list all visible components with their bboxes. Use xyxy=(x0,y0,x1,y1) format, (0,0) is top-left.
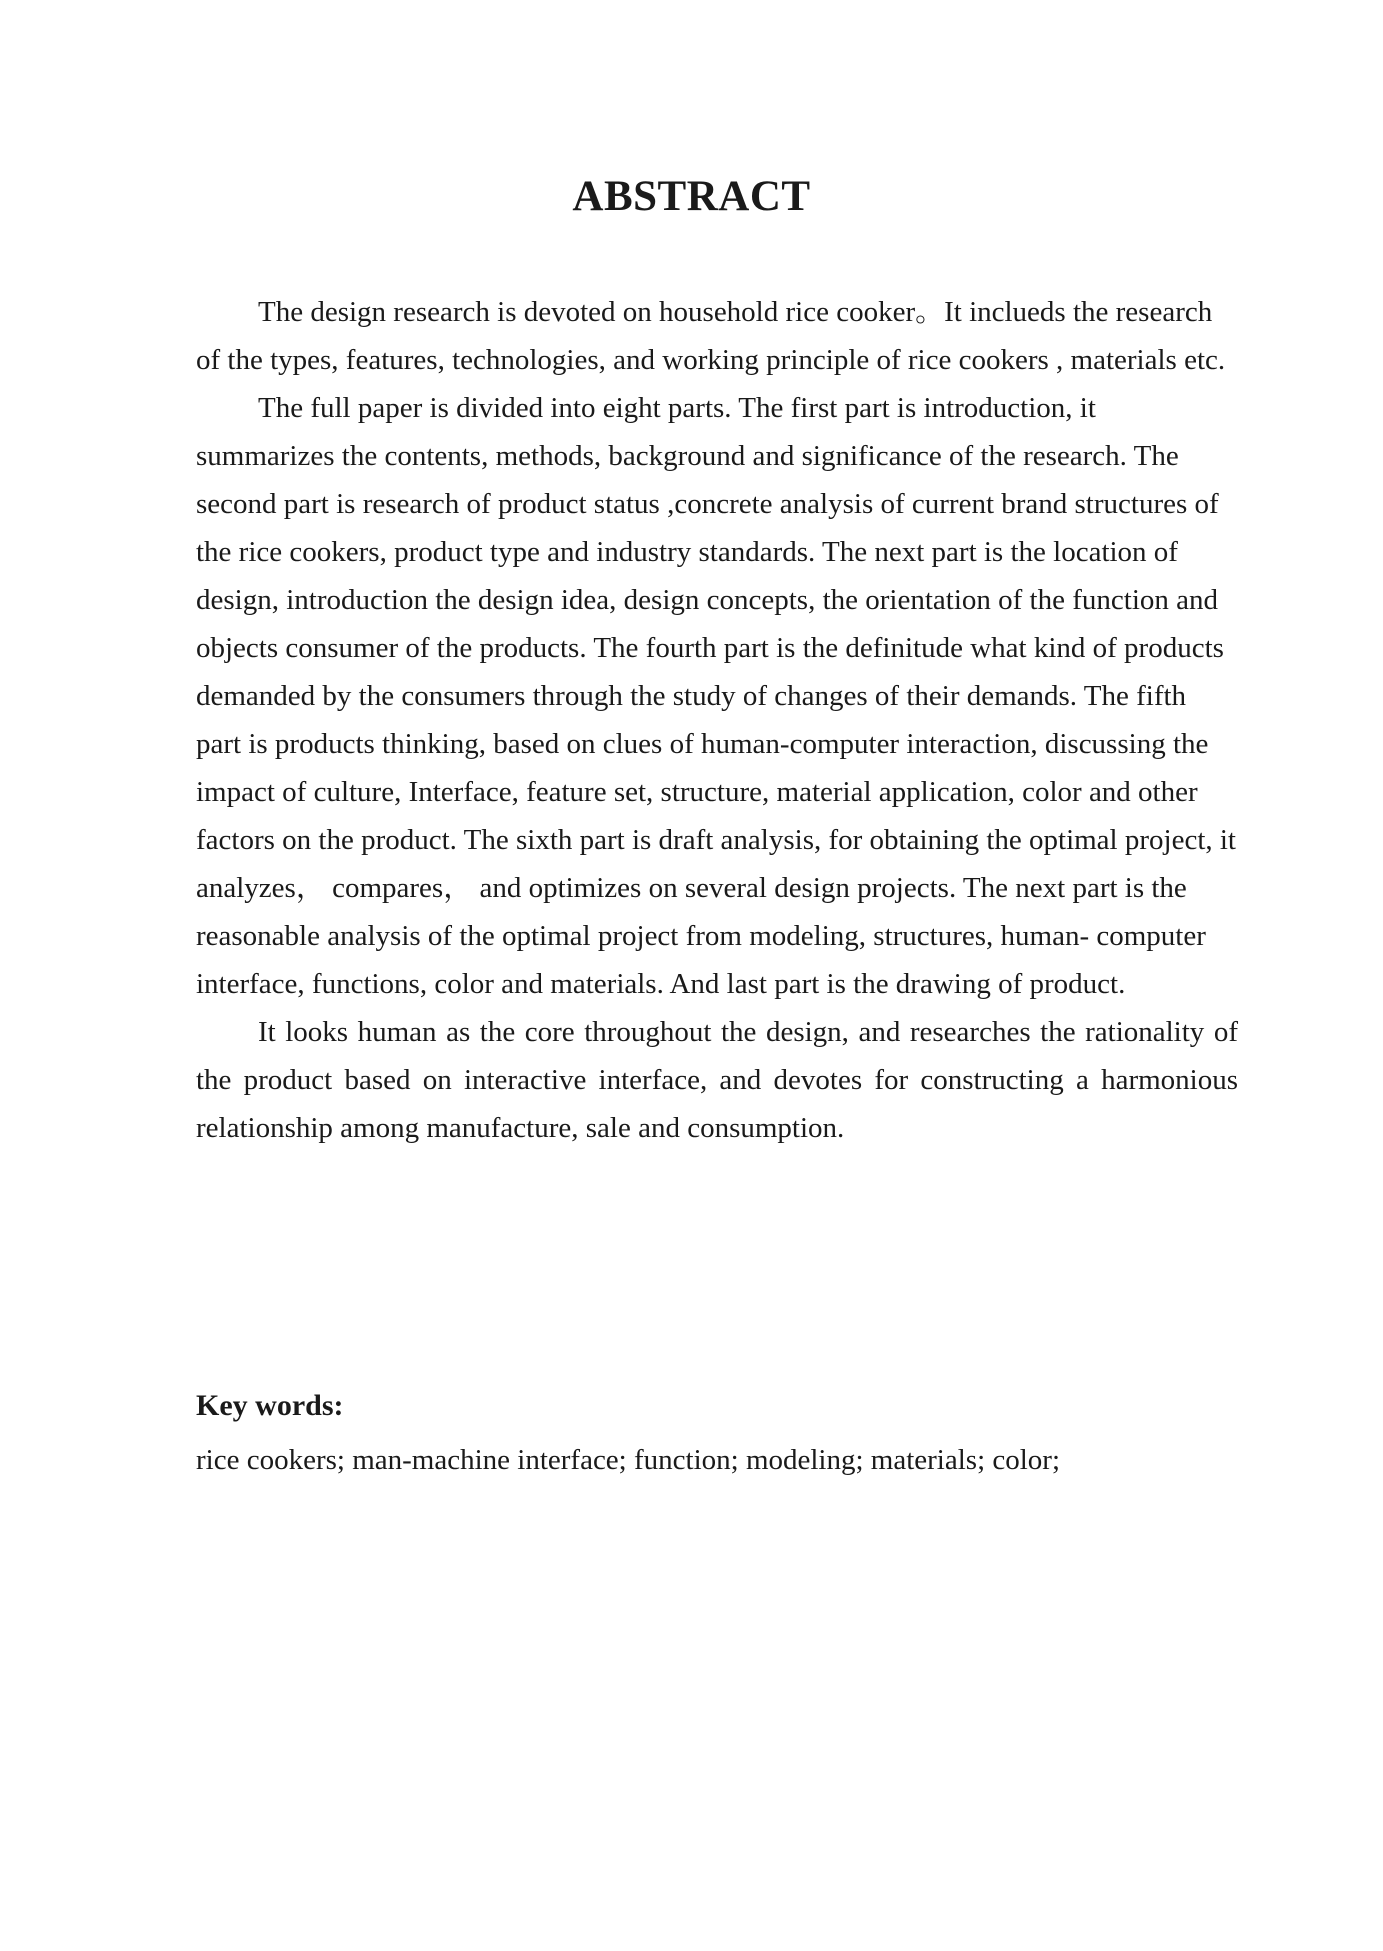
page-title: ABSTRACT xyxy=(572,173,811,220)
abstract-paragraph-3: It looks human as the core throughout the design, and researches the rationality of the product based on interactive interface, and devotes for constructing a harmonious relationship among manufacture, sale and consumption. xyxy=(196,1016,1238,1144)
abstract-body xyxy=(196,288,1238,1152)
keywords-list: rice cookers; man-machine interface; function; modeling; materials; color; xyxy=(196,1444,1061,1476)
abstract-paragraph-1: The design research is devoted on household rice cooker。It inclueds the research of the types, features, technologies, and working principle of rice cookers , materials etc. xyxy=(196,296,1226,376)
keywords-heading: Key words: xyxy=(196,1389,344,1422)
abstract-paragraph-2: The full paper is divided into eight parts. The first part is introduction, it summarizes the contents, methods, background and significance of the research. The second part is research of product status ,concrete analysis of current brand structures of the rice cookers, product type and industry standards. The next part is the location of design, introduction the design idea, design concepts, the orientation of the function and objects consumer of the products. The fourth part is the definitude what kind of products demanded by the consumers through the study of changes of their demands. The fifth part is products thinking, based on clues of human-computer interaction, discussing the impact of culture, Interface, feature set, structure, material application, color and other factors on the product. The sixth part is draft analysis, for obtaining the optimal project, it analyzes， compares， and optimizes on several design projects. The next part is the reasonable analysis of the optimal project from modeling, structures, human- computer interface, functions, color and materials. And last part is the drawing of product. xyxy=(196,392,1236,1000)
